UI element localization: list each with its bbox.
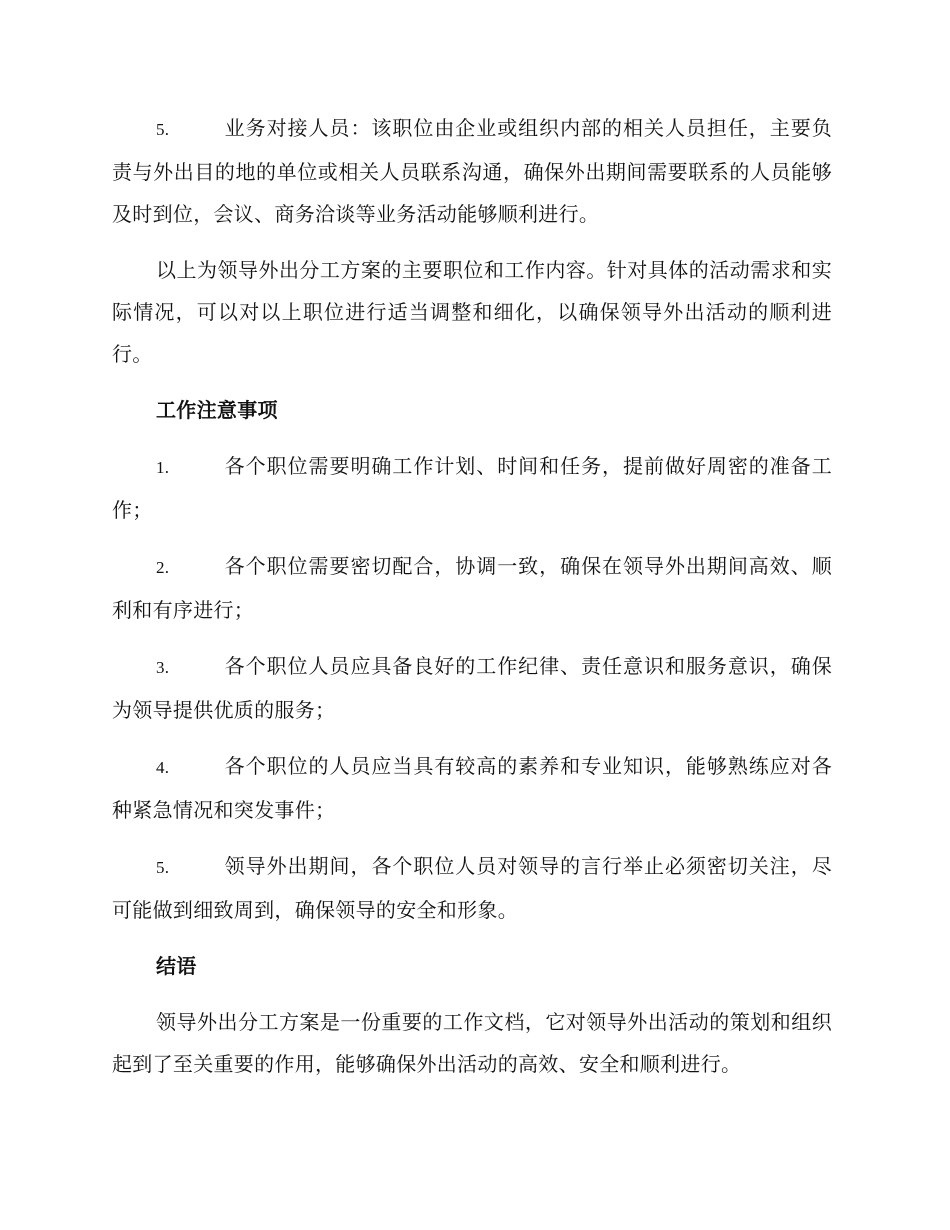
conclusion-heading: 结语 <box>156 954 197 978</box>
document-body <box>112 107 832 1099</box>
notes-heading: 工作注意事项 <box>156 398 278 422</box>
list-number: 1. <box>156 458 170 477</box>
list-item-text: 各个职位人员应具备良好的工作纪律、责任意识和服务意识，确保为领导提供优质的服务； <box>112 654 832 722</box>
list-item-text: 各个职位需要密切配合，协调一致，确保在领导外出期间高效、顺利和有序进行； <box>112 554 832 622</box>
list-number: 5. <box>156 120 170 139</box>
note-item-3 <box>112 645 832 731</box>
conclusion-paragraph: 领导外出分工方案是一份重要的工作文档，它对领导外出活动的策划和组织起到了至关重要的作用，能够确保外出活动的高效、安全和顺利进行。 <box>112 1010 832 1076</box>
list-item-text: 业务对接人员：该职位由企业或组织内部的相关人员担任，主要负责与外出目的地的单位或相关人员联系沟通，确保外出期间需要联系的人员能够及时到位，会议、商务洽谈等业务活动能够顺利进行。 <box>112 116 832 226</box>
list-number: 3. <box>156 658 170 677</box>
note-item-2 <box>112 545 832 631</box>
list-item-text: 各个职位需要明确工作计划、时间和任务，提前做好周密的准备工作； <box>112 454 832 522</box>
duty-item-5 <box>112 107 832 235</box>
list-item-text: 各个职位的人员应当具有较高的素养和专业知识，能够熟练应对各种紧急情况和突发事件； <box>112 754 832 822</box>
list-number: 5. <box>156 858 170 877</box>
note-item-4 <box>112 745 832 831</box>
list-item-text: 领导外出期间，各个职位人员对领导的言行举止必须密切关注，尽可能做到细致周到，确保领导的安全和形象。 <box>112 854 832 922</box>
summary-paragraph: 以上为领导外出分工方案的主要职位和工作内容。针对具体的活动需求和实际情况，可以对以上职位进行适当调整和细化，以确保领导外出活动的顺利进行。 <box>112 258 832 366</box>
note-item-1 <box>112 445 832 531</box>
note-item-5 <box>112 845 832 931</box>
list-number: 2. <box>156 558 170 577</box>
list-number: 4. <box>156 758 170 777</box>
